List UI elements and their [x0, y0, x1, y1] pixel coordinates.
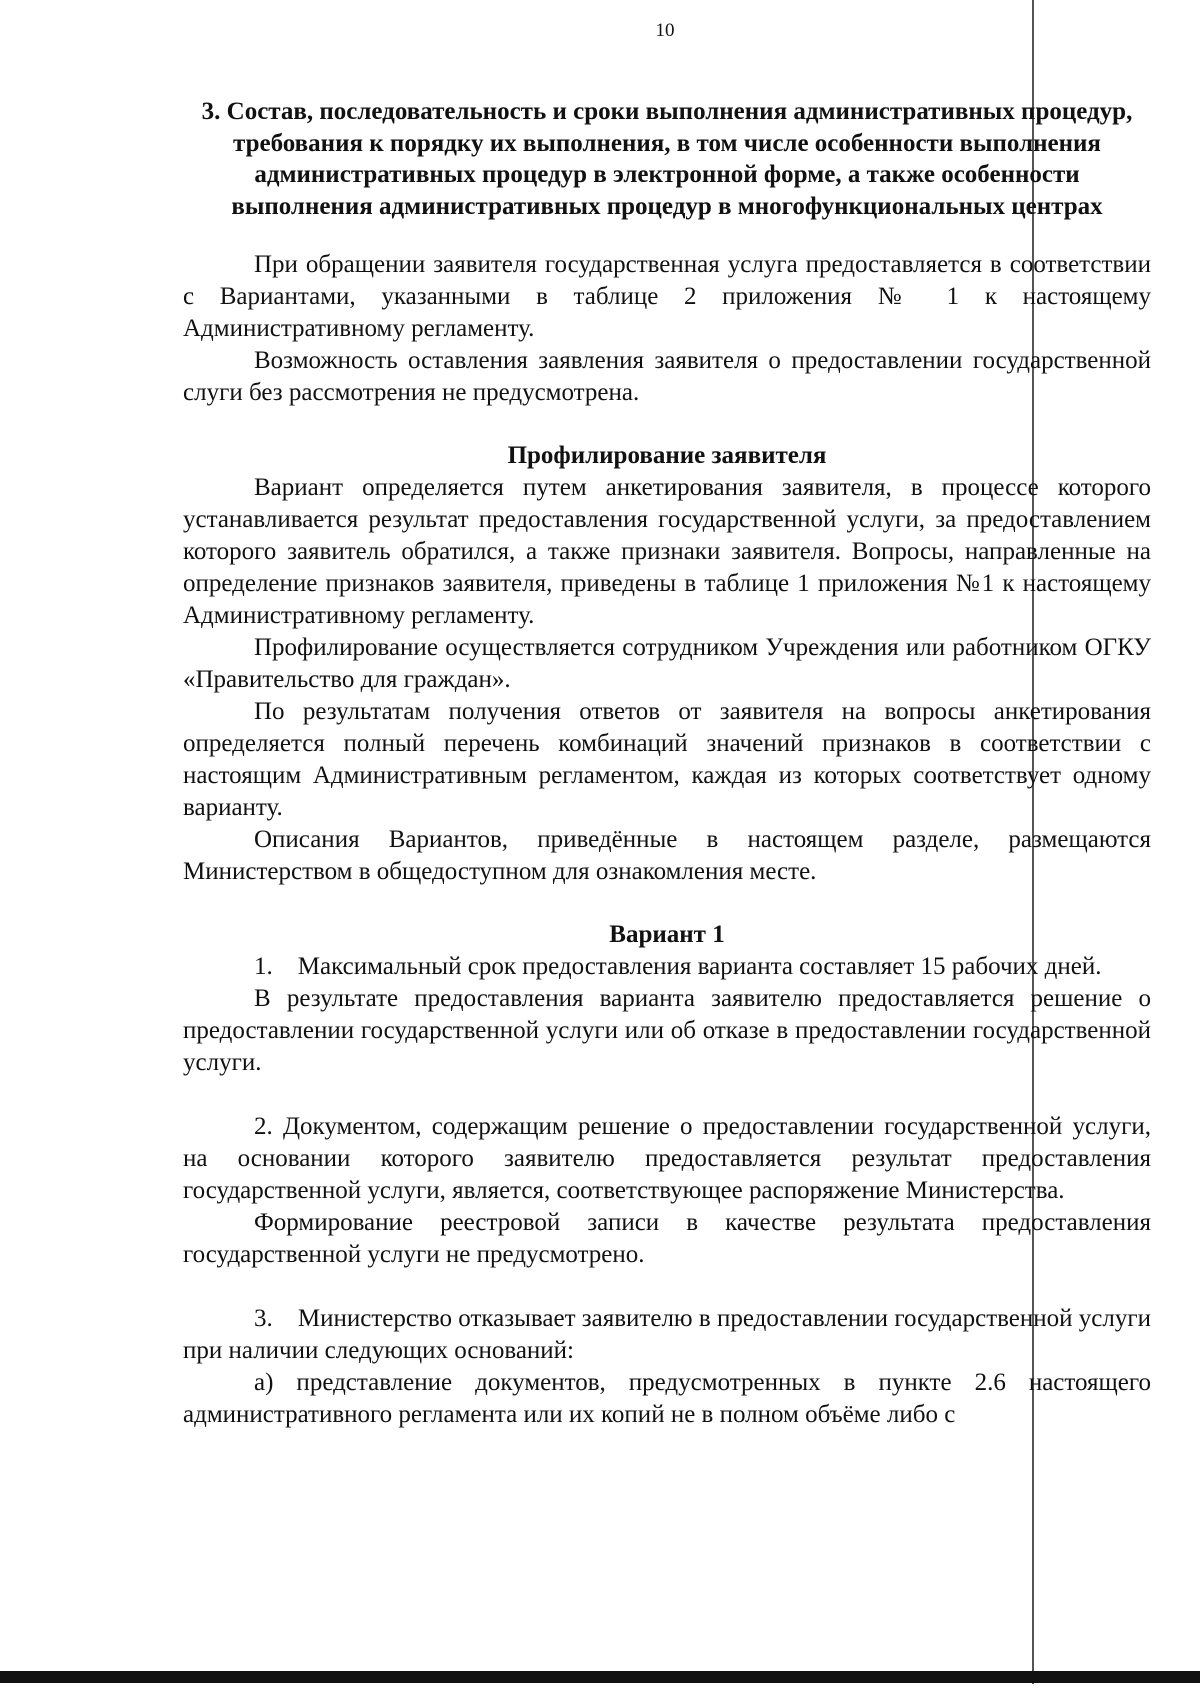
section-title: 3. Состав, последовательность и сроки выполнения административных процедур, требования к порядку их выполнения, в том числе особенности выполнения административных процедур в электронной форме, а также особенности выполнения административных процедур в многофункциональных центрах [201, 98, 1133, 220]
paragraph-intro-2: Возможность оставления заявления заявителя о предоставлении государственной слуги без рассмотрения не предусмотрена. [183, 347, 1151, 406]
paragraph-variant-registry: Формирование реестровой записи в качестве результата предоставления государственной услуги не предусмотрено. [183, 1209, 1151, 1268]
paragraph-profiling-1: Вариант определяется путем анкетирования заявителя, в процессе которого устанавливается результат предоставления государственной услуги, за предоставлением которого заявитель обратился, а также признаки заявителя. Вопросы, направленные на определение признаков заявителя, приведены в таблице 1 приложения №1 к настоящему Административному регламенту. [183, 474, 1151, 629]
paragraph-profiling-4: Описания Вариантов, приведённые в настоящем разделе, размещаются Министерством в общедоступном для ознакомления месте. [183, 826, 1151, 885]
paragraph-variant-term: 1. Максимальный срок предоставления варианта составляет 15 рабочих дней. [254, 953, 1102, 980]
paragraph-profiling-3: По результатам получения ответов от заявителя на вопросы анкетирования определяется полный перечень комбинаций значений признаков в соответствии с настоящим Административным регламентом, каждая из которых соответствует одному варианту. [183, 698, 1151, 821]
paragraph-variant-refusal: 3. Министерство отказывает заявителю в предоставлении государственной услуги при наличии следующих оснований: [183, 1305, 1151, 1364]
scan-artifact-bottom-border [0, 1671, 1200, 1683]
variant-heading: Вариант 1 [609, 921, 725, 948]
paragraph-variant-result: В результате предоставления варианта заявителю предоставляется решение о предоставлении государственной услуги или об отказе в предоставлении государственной услуги. [183, 985, 1151, 1076]
paragraph-variant-refusal-a: а) представление документов, предусмотренных в пункте 2.6 настоящего административного регламента или их копий не в полном объёме либо с [183, 1369, 1151, 1428]
document-body [183, 96, 1151, 1431]
paragraph-intro-1: При обращении заявителя государственная услуга предоставляется в соответствии с Вариантами, указанными в таблице 2 приложения № 1 к настоящему Административному регламенту. [183, 251, 1151, 342]
profiling-heading: Профилирование заявителя [507, 442, 827, 469]
paragraph-variant-document: 2. Документом, содержащим решение о предоставлении государственной услуги, на основании которого заявителю предоставляется результат предоставления государственной услуги, является, соответствующее распоряжение Министерства. [183, 1113, 1151, 1204]
paragraph-profiling-2: Профилирование осуществляется сотрудником Учреждения или работником ОГКУ «Правительство для граждан». [183, 634, 1151, 693]
page-number: 10 [655, 20, 675, 41]
